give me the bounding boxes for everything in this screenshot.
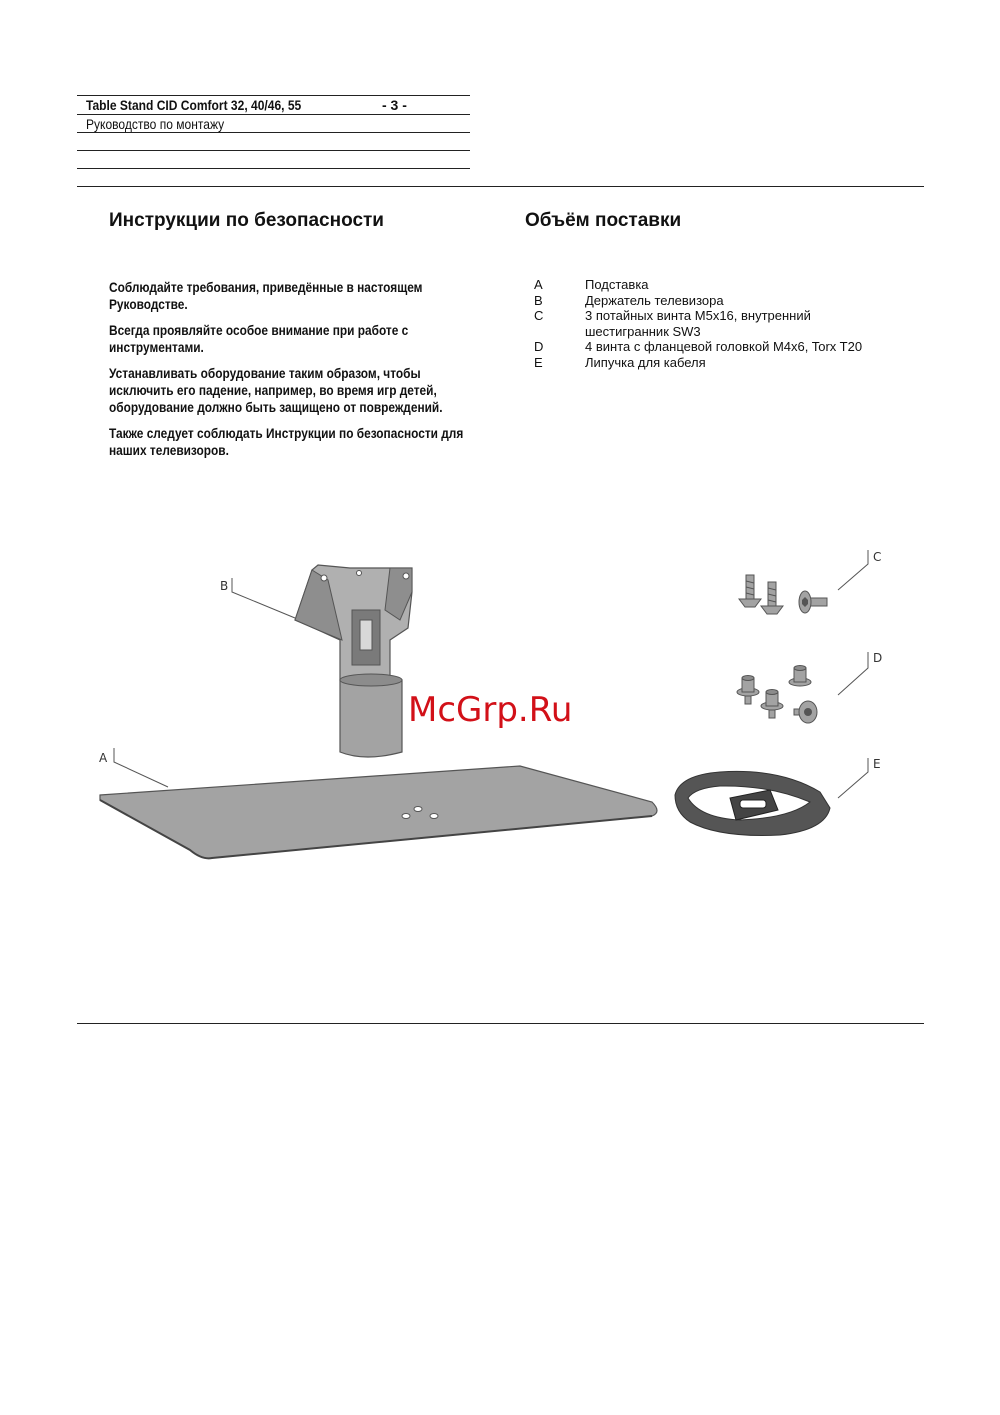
item-letter: A: [534, 277, 543, 292]
content-rule-bottom: [77, 1023, 924, 1024]
list-item: [534, 277, 934, 293]
item-description: Подставка: [585, 277, 649, 292]
cable-strap: [675, 771, 830, 835]
safety-heading: Инструкции по безопасности: [109, 210, 384, 231]
watermark: McGrp.Ru: [408, 690, 573, 730]
safety-paragraph-1: Соблюдайте требования, приведённые в настоящем Руководстве.: [109, 280, 423, 312]
label-d: D: [873, 651, 883, 665]
header-rule-5: [77, 168, 470, 169]
item-letter: B: [534, 292, 543, 308]
header-rule-top: [77, 95, 470, 96]
item-description: Липучка для кабеля: [585, 354, 706, 370]
item-description: 3 потайных винта M5x16, внутренний шестигранник SW3: [585, 308, 811, 339]
document-title: Table Stand CID Comfort 32, 40/46, 55: [86, 97, 302, 113]
item-letter: C: [534, 308, 544, 323]
label-c: C: [873, 550, 882, 564]
safety-paragraph-2: Всегда проявляйте особое внимание при работе с инструментами.: [109, 323, 409, 355]
parts-illustration: [90, 540, 900, 870]
header-rule-3: [77, 132, 470, 133]
label-b: B: [220, 579, 229, 593]
header-rule-2: [77, 114, 470, 115]
item-description: Держатель телевизора: [585, 292, 724, 308]
list-item: [534, 339, 934, 355]
delivery-list: [534, 277, 934, 370]
stand-base-plate: [100, 766, 657, 858]
list-item: [534, 355, 934, 371]
delivery-heading: Объём поставки: [525, 210, 682, 231]
list-item: [534, 293, 934, 309]
header-rule-4: [77, 150, 470, 151]
page-number: - 3 -: [382, 97, 407, 113]
item-description: 4 винта с фланцевой головкой M4x6, Torx T20: [585, 339, 863, 354]
content-rule-top: [77, 186, 924, 187]
item-letter: E: [534, 354, 543, 370]
item-letter: D: [534, 339, 544, 354]
label-e: E: [873, 757, 881, 771]
safety-paragraph-4: Также следует соблюдать Инструкции по безопасности для наших телевизоров.: [109, 426, 464, 458]
document-subtitle: Руководство по монтажу: [86, 116, 225, 132]
safety-text: [109, 279, 529, 468]
safety-paragraph-3: Устанавливать оборудование таким образом, чтобы исключить его падение, например, во время игр детей, оборудование должно быть защищено от повреждений.: [109, 366, 443, 415]
label-a: A: [99, 751, 108, 765]
list-item: [534, 308, 934, 339]
flange-head-screws: [737, 666, 817, 724]
tv-holder: [295, 565, 412, 757]
countersunk-screws: [739, 575, 827, 614]
